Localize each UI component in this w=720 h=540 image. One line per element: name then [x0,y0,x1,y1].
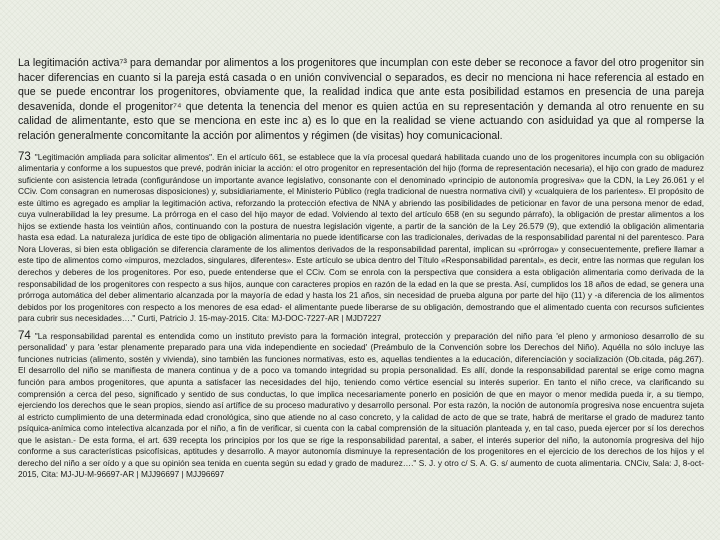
footnote-text: "La responsabilidad parental es entendida como un instituto previsto para la formación integral, protección y preparación del niño para 'el pleno y armonioso desarrollo de su personalidad' y para 'estar plenamente preparado para una vida independiente en sociedad' (Preámbulo de la Convención sobre los Derechos del Niño). Aquélla no sólo incluye las funciones nutricias (alimento, sostén y vivienda), sino también las funciones normativas, esto es, aquellas tendientes a la educación, diferenciación y socialización (Ob.citada, pág.267). El desarrollo del niño se manifiesta de manera continua y de a poco va tomando integridad su propia personalidad. Es allí, donde la responsabilidad parental se erige como magna función para ambos progenitores, que apunta a satisfacer las necesidades del hijo, teniendo como vértice esencial su interés superior. En tanto el niño crece, va clarificando su comprensión a cerca del peso, significado y sentido de sus conductas, lo que implica necesariamente ponerlo en posición de que en mayor o menor medida pueda ir, a su tiempo, ejerciendo los derechos que le sean propios, siendo así artífice de su proceso madurativo y desarrollo personal. Por esta razón, la noción de autonomía progresiva nose encuentra sujeta al estricto cumplimiento de una determinada edad cronológica, sino que atiende no al caso concreto, y la calidad de acto de que se trate, habrá de meritarse el grado de madurez tanto psíquica-anímica como intelectiva alcanzada por el niño, a fin de verificar, si cuenta con la cabal comprensión de la situación planteada y, en tal caso, pueda ejercer por sí los derechos que le asistan.- De esta forma, el art. 639 recepta los principios por los que se rige la responsabilidad parental, a saber, el interés superior del niño, la autonomía progresiva del hijo conforme a sus características psicofísicas, aptitudes y desarrollo. A mayor autonomía disminuye la representación de los progenitores en el ejercicio de los derechos de los hijos y el derecho del niño a ser oído y a que su opinión sea tenida en cuenta según su edad y grado de madurez…." S. J. y otro c/ S. A. G. s/ aumento de cuota alimentaria. CNCiv, Sala: J, 8-oct-2015, Cita: MJ-JU-M-96697-AR | MJJ96697 | MJJ96697 [18,330,704,480]
main-paragraph: La legitimación activa⁷³ para demandar por alimentos a los progenitores que incumplan con este deber se reconoce a favor del otro progenitor sin hacer diferencias en cuanto si la pareja está casada o en unión convivencial o separados, es decir no menciona ni hace referencia al estado en que se puede encontrar los progenitores, obviamente que, la realidad indica que ante esta posibilidad estamos en presencia de una pareja desavenida, donde el progenitor⁷⁴ que detenta la tenencia del menor es quien actúa en su representación y demanda al otro renuente en su calidad de alimentante, esto que se menciona en este inc a) es lo que en la realidad se viene actuando con asiduidad ya que al romperse la relación generalmente concomitante la acción por alimentos y régimen (de visitas) hoy comunicacional. [18,57,704,142]
footnote-number: 73 [18,150,31,163]
document-page [18,56,704,487]
footnote-number: 74 [18,329,31,342]
footnote-73 [18,152,704,325]
footnote-text: "Legitimación ampliada para solicitar alimentos". En el artículo 661, se establece que la vía procesal quedará habilitada cuando uno de los progenitores incumpla con su obligación alimentaria y conforme a los supuestos que prevé, podrán iniciar la acción: el otro progenitor en representación del hijo (forma de representación necesaria), el hijo con grado de madurez suficiente con asistencia letrada (configurándose un importante avance legislativo, consonante con el denominado «principio de autonomía progresiva» que la CDN, la Ley 26.061 y el CCiv. Com consagran en numerosas disposiciones) y, subsidiariamente, el Ministerio Público (regla tradicional de nuestra normativa civil) y «cualquiera de los parientes». El propósito de este último es agregado es ampliar la legitimación activa, reforzando la protección efectiva de NNA y abriendo las posibilidades de peticionar en favor de una persona menor de edad, cuya vulnerabilidad la ley presume. La prórroga en el caso del hijo mayor de edad. Volviendo al texto del artículo 658 (en su segundo párrafo), la obligación de prestar alimentos a los hijos se extiende hasta los veintiún años, continuando con la postura de nuestra legislación vigente, a partir de la sanción de la Ley 26.579 (9), que extendió la obligación alimentaria hasta esa edad. La naturaleza jurídica de este tipo de obligación alimentaria no puede identificarse con las tradicionales, derivadas de la responsabilidad parental ni del parentesco. Para Nora Lloveras, si bien esta obligación se diferencia claramente de los alimentos derivados de la responsabilidad parental, implican su «prórroga» y consecuentemente, prefiere llamar a este tipo de alimentos como «impuros, mezclados, singulares, diferentes». Este artículo se ubica dentro del Título «Responsabilidad parental», es decir, entre las normas que regulan los derechos y deberes de los progenitores. Por eso, puede entenderse que el CCiv. Com se enrola con la perspectiva que considera a esta obligación alimentaria como derivada de la responsabilidad de los progenitores con respecto a sus hijos, aunque con caracteres propios en razón de la edad en la que se presta. Así, cumplidos los 18 años de edad, se genera una prórroga automática del deber alimentario alcanzada por la mayoría de edad y hasta los 21 años, sin necesidad de prueba alguna por parte del hijo (11) y -a diferencia de los alimentos debidos por los progenitores con respecto a los menores de esa edad- el alimentante puede liberarse de su obligación, demostrando que el alimentado cuenta con recursos suficientes para cubrir sus necesidades…." Curti, Patricio J. 15-may-2015. Cita: MJ-DOC-7227-AR | MJD7227 [18,151,704,324]
footnote-74 [18,331,704,481]
